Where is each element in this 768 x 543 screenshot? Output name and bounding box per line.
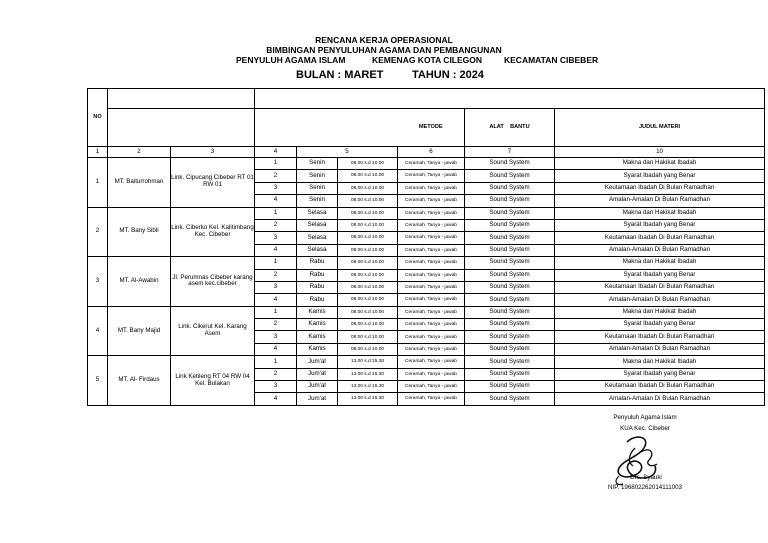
session-time: 08.00 s.d 10.00 xyxy=(338,182,398,194)
session-number: 1 xyxy=(255,158,297,170)
session-time: 08.00 s.d 10.00 xyxy=(338,281,398,293)
group-number: 3 xyxy=(88,257,108,307)
session-tool: Sound System xyxy=(465,207,555,219)
session-method: Ceramah, Tanya - jawab xyxy=(398,244,465,256)
session-topic: Amalan-Amalan Di Bulan Ramadhan xyxy=(555,343,765,355)
table-row xyxy=(88,158,765,170)
header-year: TAHUN : 2024 xyxy=(412,69,484,81)
session-number: 4 xyxy=(255,195,297,207)
session-number: 3 xyxy=(255,281,297,293)
header-no: NO xyxy=(88,89,108,147)
session-topic: Keutamaan Ibadah Di Bulan Ramadhan xyxy=(555,232,765,244)
session-time: 08.00 s.d 10.00 xyxy=(338,343,398,355)
table-row xyxy=(88,207,765,219)
session-day: Rabu xyxy=(297,281,338,293)
session-day: Jum'at xyxy=(297,356,338,368)
session-time: 08.00 s.d 10.00 xyxy=(338,170,398,182)
session-time: 08.00 s.d 10.00 xyxy=(338,319,398,331)
session-day: Kamis xyxy=(297,319,338,331)
session-number: 2 xyxy=(255,170,297,182)
session-tool: Sound System xyxy=(465,294,555,306)
col-number: 4 xyxy=(255,147,297,158)
header-blank xyxy=(255,89,765,109)
session-time: 08.00 s.d 10.00 xyxy=(338,294,398,306)
session-number: 3 xyxy=(255,182,297,194)
header-alat: ALAT xyxy=(489,124,504,131)
header-judul: JUDUL MATERI xyxy=(555,109,765,147)
session-method: Ceramah, Tanya - jawab xyxy=(398,257,465,269)
session-topic: Amalan-Amalan Di Bulan Ramadhan xyxy=(555,195,765,207)
header-bantu: BANTU xyxy=(510,124,530,131)
header-month: BULAN : MARET xyxy=(296,69,384,81)
session-day: Senin xyxy=(297,182,338,194)
col-number: 1 xyxy=(88,147,108,158)
session-number: 2 xyxy=(255,368,297,380)
session-method: Ceramah, Tanya - jawab xyxy=(398,343,465,355)
session-day: Selasa xyxy=(297,244,338,256)
session-topic: Keutamaan Ibadah Di Bulan Ramadhan xyxy=(555,182,765,194)
session-topic: Syarat Ibadah yang Benar xyxy=(555,319,765,331)
signature-role: Penyuluh Agama Islam xyxy=(613,414,677,421)
table-header-row xyxy=(88,109,765,147)
session-day: Selasa xyxy=(297,207,338,219)
group-number: 5 xyxy=(88,356,108,406)
session-tool: Sound System xyxy=(465,306,555,318)
session-topic: Makna dan Hakikat Ibadah xyxy=(555,306,765,318)
session-method: Ceramah, Tanya - jawab xyxy=(398,356,465,368)
session-method: Ceramah, Tanya - jawab xyxy=(398,331,465,343)
session-tool: Sound System xyxy=(465,232,555,244)
col-number: 2 xyxy=(108,147,171,158)
header-metode: METODE xyxy=(398,109,465,147)
session-day: Senin xyxy=(297,195,338,207)
session-tool: Sound System xyxy=(465,158,555,170)
session-method: Ceramah, Tanya - jawab xyxy=(398,269,465,281)
session-time: 08.00 s.d 10.00 xyxy=(338,331,398,343)
session-method: Ceramah, Tanya - jawab xyxy=(398,319,465,331)
session-number: 2 xyxy=(255,219,297,231)
group-name: MT. Al-Awabin xyxy=(108,257,171,307)
col-number: 3 xyxy=(171,147,255,158)
session-time: 08.00 s.d 10.00 xyxy=(338,244,398,256)
header-district: KECAMATAN CIBEBER xyxy=(504,55,599,65)
session-method: Ceramah, Tanya - jawab xyxy=(398,182,465,194)
session-tool: Sound System xyxy=(465,319,555,331)
session-topic: Syarat Ibadah yang Benar xyxy=(555,170,765,182)
session-topic: Keutamaan Ibadah Di Bulan Ramadhan xyxy=(555,281,765,293)
session-method: Ceramah, Tanya - jawab xyxy=(398,306,465,318)
session-number: 4 xyxy=(255,294,297,306)
session-day: Senin xyxy=(297,158,338,170)
session-day: Senin xyxy=(297,170,338,182)
session-day: Kamis xyxy=(297,343,338,355)
session-day: Jum'at xyxy=(297,368,338,380)
session-topic: Makna dan Hakikat Ibadah xyxy=(555,207,765,219)
session-tool: Sound System xyxy=(465,257,555,269)
group-number: 2 xyxy=(88,207,108,257)
session-topic: Amalan-Amalan Di Bulan Ramadhan xyxy=(555,244,765,256)
session-number: 4 xyxy=(255,244,297,256)
group-address: Jl. Perumnas Cibeber karang asem kec.cibeber xyxy=(171,257,255,307)
session-time: 08.00 s.d 10.00 xyxy=(338,207,398,219)
session-time: 08.00 s.d 10.00 xyxy=(338,257,398,269)
session-method: Ceramah, Tanya - jawab xyxy=(398,158,465,170)
session-day: Kamis xyxy=(297,306,338,318)
session-topic: Makna dan Hakikat Ibadah xyxy=(555,158,765,170)
session-time: 08.00 s.d 10.00 xyxy=(338,232,398,244)
document-title: RENCANA KERJA OPERASIONAL xyxy=(315,35,453,45)
session-time: 13.00 s.d 15.30 xyxy=(338,381,398,393)
table-top-row xyxy=(88,89,765,109)
session-time: 13.00 s.d 15.30 xyxy=(338,368,398,380)
header-blank xyxy=(108,109,255,147)
group-address: Link. Cikerut Kel. Karang Asem xyxy=(171,306,255,356)
table-row xyxy=(88,356,765,368)
session-number: 3 xyxy=(255,331,297,343)
group-number: 4 xyxy=(88,306,108,356)
session-method: Ceramah, Tanya - jawab xyxy=(398,232,465,244)
group-number: 1 xyxy=(88,158,108,208)
table-row xyxy=(88,306,765,318)
session-topic: Syarat Ibadah yang Benar xyxy=(555,368,765,380)
schedule-table xyxy=(87,88,765,406)
group-name: MT. Bany Majid xyxy=(108,306,171,356)
session-day: Jum'at xyxy=(297,393,338,405)
session-method: Ceramah, Tanya - jawab xyxy=(398,294,465,306)
session-method: Ceramah, Tanya - jawab xyxy=(398,207,465,219)
session-method: Ceramah, Tanya - jawab xyxy=(398,195,465,207)
session-number: 3 xyxy=(255,381,297,393)
header-alat-bantu xyxy=(465,109,555,147)
session-time: 13.00 s.d 15.30 xyxy=(338,356,398,368)
session-topic: Makna dan Hakikat Ibadah xyxy=(555,356,765,368)
session-day: Selasa xyxy=(297,219,338,231)
session-method: Ceramah, Tanya - jawab xyxy=(398,381,465,393)
session-number: 1 xyxy=(255,306,297,318)
group-name: MT. Bany Sibli xyxy=(108,207,171,257)
session-topic: Keutamaan Ibadah Di Bulan Ramadhan xyxy=(555,331,765,343)
session-tool: Sound System xyxy=(465,393,555,405)
session-method: Ceramah, Tanya - jawab xyxy=(398,219,465,231)
session-number: 2 xyxy=(255,319,297,331)
session-tool: Sound System xyxy=(465,368,555,380)
session-topic: Amalan-Amalan Di Bulan Ramadhan xyxy=(555,294,765,306)
document-subtitle: BIMBINGAN PENYULUHAN AGAMA DAN PEMBANGUNAN xyxy=(266,45,502,55)
session-method: Ceramah, Tanya - jawab xyxy=(398,393,465,405)
header-office: KEMENAG KOTA CILEGON xyxy=(372,55,483,65)
session-time: 08.00 s.d 10.00 xyxy=(338,195,398,207)
session-number: 1 xyxy=(255,207,297,219)
column-number-row xyxy=(88,147,765,158)
session-number: 1 xyxy=(255,356,297,368)
session-number: 1 xyxy=(255,257,297,269)
signature-nip: NIP. 196802262014111003 xyxy=(608,484,682,491)
group-address: Link. Cipucang Cibeber RT 01 RW 01 xyxy=(171,158,255,208)
group-address: Link. Ciberko Kel. Kalitimbang Kec. Cibeber xyxy=(171,207,255,257)
session-number: 3 xyxy=(255,232,297,244)
session-number: 4 xyxy=(255,343,297,355)
session-tool: Sound System xyxy=(465,331,555,343)
col-number: 10 xyxy=(555,147,765,158)
session-method: Ceramah, Tanya - jawab xyxy=(398,368,465,380)
session-method: Ceramah, Tanya - jawab xyxy=(398,281,465,293)
group-address: Link Ketileng RT 04 RW 04 Kel. Bulakan xyxy=(171,356,255,406)
session-time: 08.00 s.d 10.00 xyxy=(338,269,398,281)
session-day: Rabu xyxy=(297,257,338,269)
session-day: Rabu xyxy=(297,294,338,306)
session-topic: Makna dan Hakikat Ibadah xyxy=(555,257,765,269)
session-tool: Sound System xyxy=(465,281,555,293)
session-topic: Keutamaan Ibadah Di Bulan Ramadhan xyxy=(555,381,765,393)
session-tool: Sound System xyxy=(465,343,555,355)
session-topic: Syarat Ibadah yang Benar xyxy=(555,269,765,281)
session-topic: Amalan-Amalan Di Bulan Ramadhan xyxy=(555,393,765,405)
header-role: PENYULUH AGAMA ISLAM xyxy=(236,55,346,65)
session-day: Jum'at xyxy=(297,381,338,393)
session-tool: Sound System xyxy=(465,219,555,231)
session-tool: Sound System xyxy=(465,381,555,393)
group-name: MT. Al- Firdaus xyxy=(108,356,171,406)
group-name: MT. Baiturrohman xyxy=(108,158,171,208)
signature-office: KUA Kec. Cibeber xyxy=(620,425,670,432)
col-number: 7 xyxy=(465,147,555,158)
session-tool: Sound System xyxy=(465,244,555,256)
session-time: 13.00 s.d 15.30 xyxy=(338,393,398,405)
table-row xyxy=(88,257,765,269)
session-time: 08.00 s.d 10.00 xyxy=(338,158,398,170)
session-tool: Sound System xyxy=(465,195,555,207)
col-number: 5 xyxy=(297,147,398,158)
session-day: Rabu xyxy=(297,269,338,281)
header-blank xyxy=(338,109,398,147)
session-tool: Sound System xyxy=(465,170,555,182)
session-day: Kamis xyxy=(297,331,338,343)
session-tool: Sound System xyxy=(465,269,555,281)
session-tool: Sound System xyxy=(465,356,555,368)
header-blank xyxy=(108,89,255,109)
header-blank xyxy=(255,109,297,147)
session-time: 08.00 s.d 10.00 xyxy=(338,306,398,318)
session-number: 2 xyxy=(255,269,297,281)
session-topic: Syarat Ibadah yang Benar xyxy=(555,219,765,231)
session-tool: Sound System xyxy=(465,182,555,194)
signature-name: Drs. Syauki xyxy=(630,474,662,481)
session-time: 08.00 s.d 10.00 xyxy=(338,219,398,231)
session-day: Selasa xyxy=(297,232,338,244)
header-blank xyxy=(297,109,338,147)
col-number: 6 xyxy=(398,147,465,158)
session-method: Ceramah, Tanya - jawab xyxy=(398,170,465,182)
session-number: 4 xyxy=(255,393,297,405)
